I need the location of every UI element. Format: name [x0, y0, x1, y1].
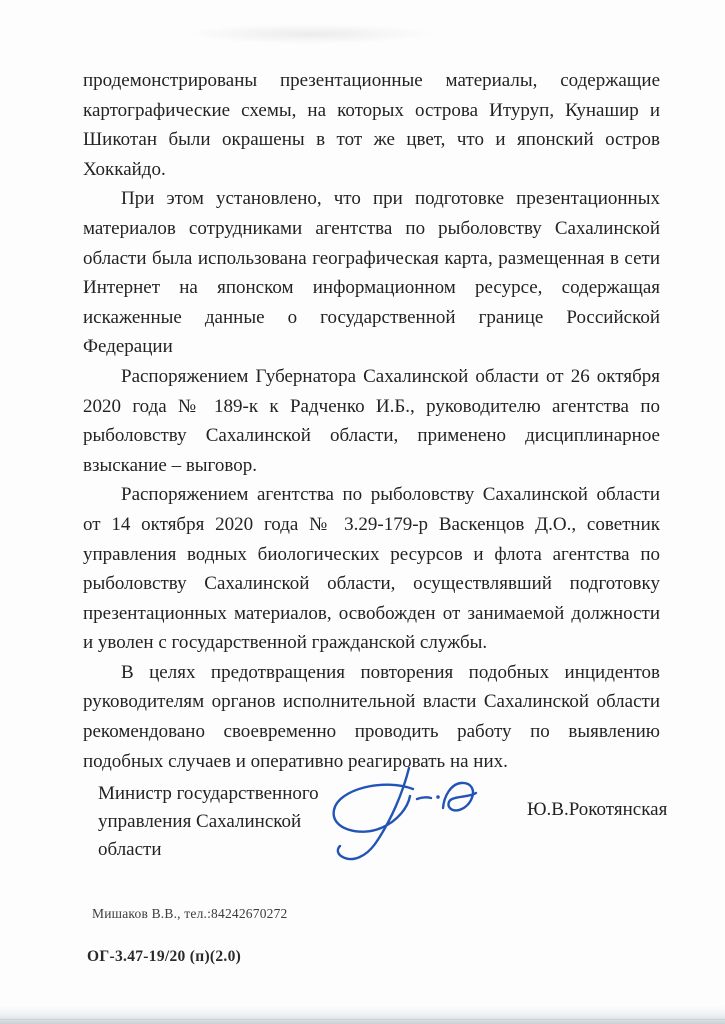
- document-code: ОГ-3.47-19/20 (п)(2.0): [87, 948, 242, 965]
- signer-title: Министр государственного управления Сахалинской области: [98, 783, 319, 860]
- signer-name: Ю.В.Рокотянская: [527, 799, 668, 820]
- scan-edge-line: [0, 1019, 725, 1020]
- document-body-text: [83, 66, 660, 776]
- signature-dot: [436, 795, 440, 799]
- body-paragraph: Распоряжением Губернатора Сахалинской области от 26 октября 2020 года № 189-к к Радченко И.Б., руководителю агентства по рыболовству Сахалинской области, применено дисциплинарное взыскание – выговор.: [83, 365, 660, 476]
- signature-ink: [312, 756, 502, 876]
- signature-diagonal: [338, 768, 409, 859]
- body-paragraph: В целях предотвращения повторения подобных инцидентов руководителям органов исполнительной власти Сахалинской области рекомендовано своевременно проводить работу по выявлению подобных случаев и оперативно реагировать на них.: [83, 661, 660, 772]
- body-paragraph: продемонстрированы презентационные материалы, содержащие картографические схемы, на которых острова Итуруп, Кунашир и Шикотан были окрашены в тот же цвет, что и японский остров Хоккайдо.: [83, 70, 660, 180]
- body-paragraph: Распоряжением агентства по рыболовству Сахалинской области от 14 октября 2020 года № 3.29-179-р Васкенцов Д.О., советник управления водных биологических ресурсов и флота агентства по рыболовству Сахалинской области, осуществлявший подготовку презентационных материалов, освобожден от занимаемой должности и уволен с государственной гражданской службы.: [83, 484, 660, 654]
- body-paragraph: При этом установлено, что при подготовке презентационных материалов сотрудниками агентства по рыболовству Сахалинской области была использована географическая карта, размещенная в сети Интернет на японском информационном ресурсе, содержащая искаженные данные о государственной границе Российской Федерации: [83, 188, 660, 358]
- signature-dash: [417, 797, 431, 799]
- scan-smudge: [185, 24, 435, 44]
- executor-contact: Мишаков В.В., тел.:84242670272: [92, 906, 288, 921]
- signature-flourish: [443, 783, 476, 810]
- scan-edge-shadow: [0, 1006, 725, 1024]
- signature-strokes: [334, 768, 476, 859]
